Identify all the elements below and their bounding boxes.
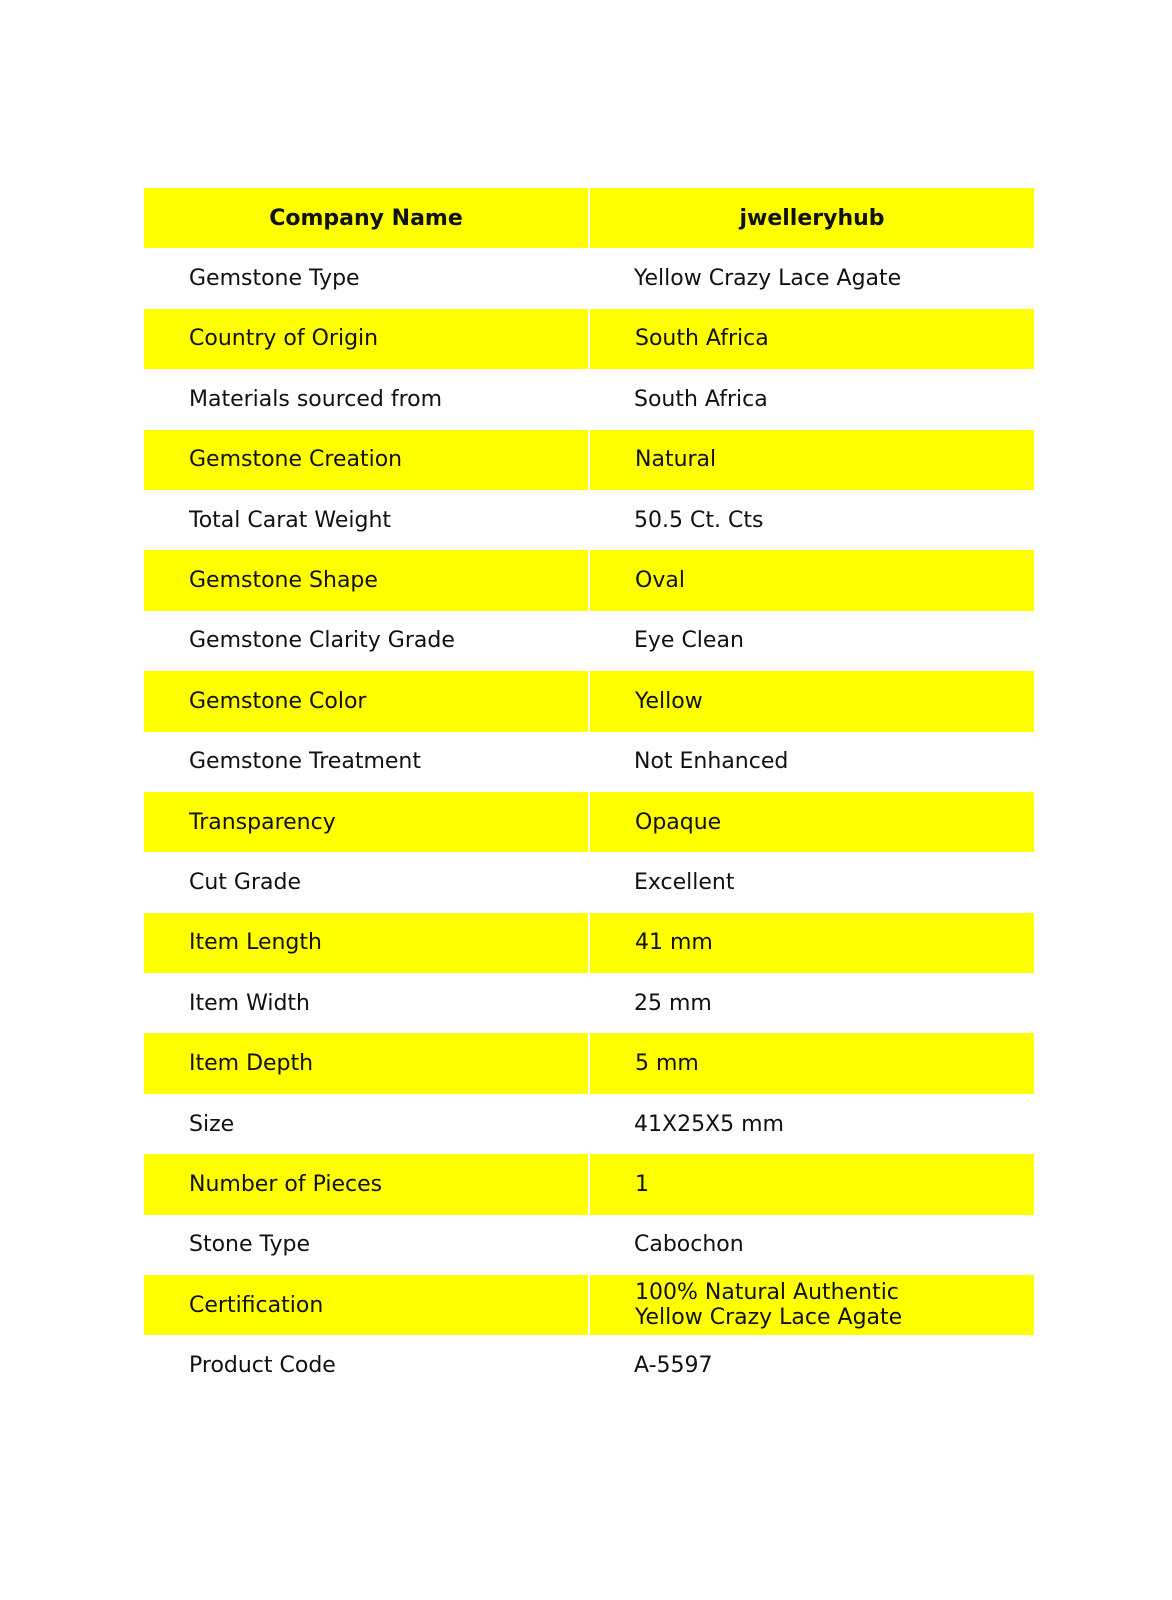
row-value: 41 mm — [589, 913, 1034, 973]
row-label: Gemstone Creation — [144, 430, 589, 490]
row-label: Product Code — [144, 1335, 589, 1395]
header-label-cell: Company Name — [144, 188, 589, 248]
row-value: 100% Natural Authentic Yellow Crazy Lace Agate — [589, 1275, 1034, 1335]
table-row — [144, 1094, 1034, 1154]
table-row — [144, 248, 1034, 308]
row-label: Gemstone Color — [144, 671, 589, 731]
table-row — [144, 309, 1034, 369]
row-label: Gemstone Clarity Grade — [144, 611, 589, 671]
row-label: Item Length — [144, 913, 589, 973]
row-label: Stone Type — [144, 1215, 589, 1275]
row-value: Not Enhanced — [589, 732, 1034, 792]
table-row — [144, 732, 1034, 792]
table-row — [144, 1335, 1034, 1395]
row-label: Gemstone Type — [144, 248, 589, 308]
row-value: Opaque — [589, 792, 1034, 852]
header-value-cell: jwelleryhub — [589, 188, 1034, 248]
row-value: 1 — [589, 1154, 1034, 1214]
row-label: Transparency — [144, 792, 589, 852]
row-value: Cabochon — [589, 1215, 1034, 1275]
row-value: Natural — [589, 430, 1034, 490]
row-value: 25 mm — [589, 973, 1034, 1033]
row-value: Eye Clean — [589, 611, 1034, 671]
table-row — [144, 973, 1034, 1033]
row-value: 5 mm — [589, 1033, 1034, 1093]
row-label: Cut Grade — [144, 852, 589, 912]
row-value: Yellow — [589, 671, 1034, 731]
table-row — [144, 430, 1034, 490]
row-label: Certification — [144, 1275, 589, 1335]
table-row — [144, 490, 1034, 550]
table-row — [144, 792, 1034, 852]
row-label: Gemstone Shape — [144, 550, 589, 610]
table-row — [144, 369, 1034, 429]
table-row — [144, 1154, 1034, 1214]
table-row — [144, 913, 1034, 973]
row-label: Country of Origin — [144, 309, 589, 369]
row-label: Materials sourced from — [144, 369, 589, 429]
table-row — [144, 550, 1034, 610]
row-value: Yellow Crazy Lace Agate — [589, 248, 1034, 308]
row-value: Excellent — [589, 852, 1034, 912]
product-spec-table — [144, 188, 1034, 1396]
table-header-row — [144, 188, 1034, 248]
table-row — [144, 852, 1034, 912]
row-label: Item Width — [144, 973, 589, 1033]
row-value: 41X25X5 mm — [589, 1094, 1034, 1154]
row-label: Size — [144, 1094, 589, 1154]
table-row — [144, 671, 1034, 731]
row-label: Number of Pieces — [144, 1154, 589, 1214]
row-value: 50.5 Ct. Cts — [589, 490, 1034, 550]
table-row — [144, 611, 1034, 671]
table-row — [144, 1275, 1034, 1335]
row-value: A-5597 — [589, 1335, 1034, 1395]
row-label: Item Depth — [144, 1033, 589, 1093]
row-label: Total Carat Weight — [144, 490, 589, 550]
row-label: Gemstone Treatment — [144, 732, 589, 792]
row-value: South Africa — [589, 309, 1034, 369]
table-row — [144, 1215, 1034, 1275]
table-row — [144, 1033, 1034, 1093]
row-value: South Africa — [589, 369, 1034, 429]
row-value: Oval — [589, 550, 1034, 610]
